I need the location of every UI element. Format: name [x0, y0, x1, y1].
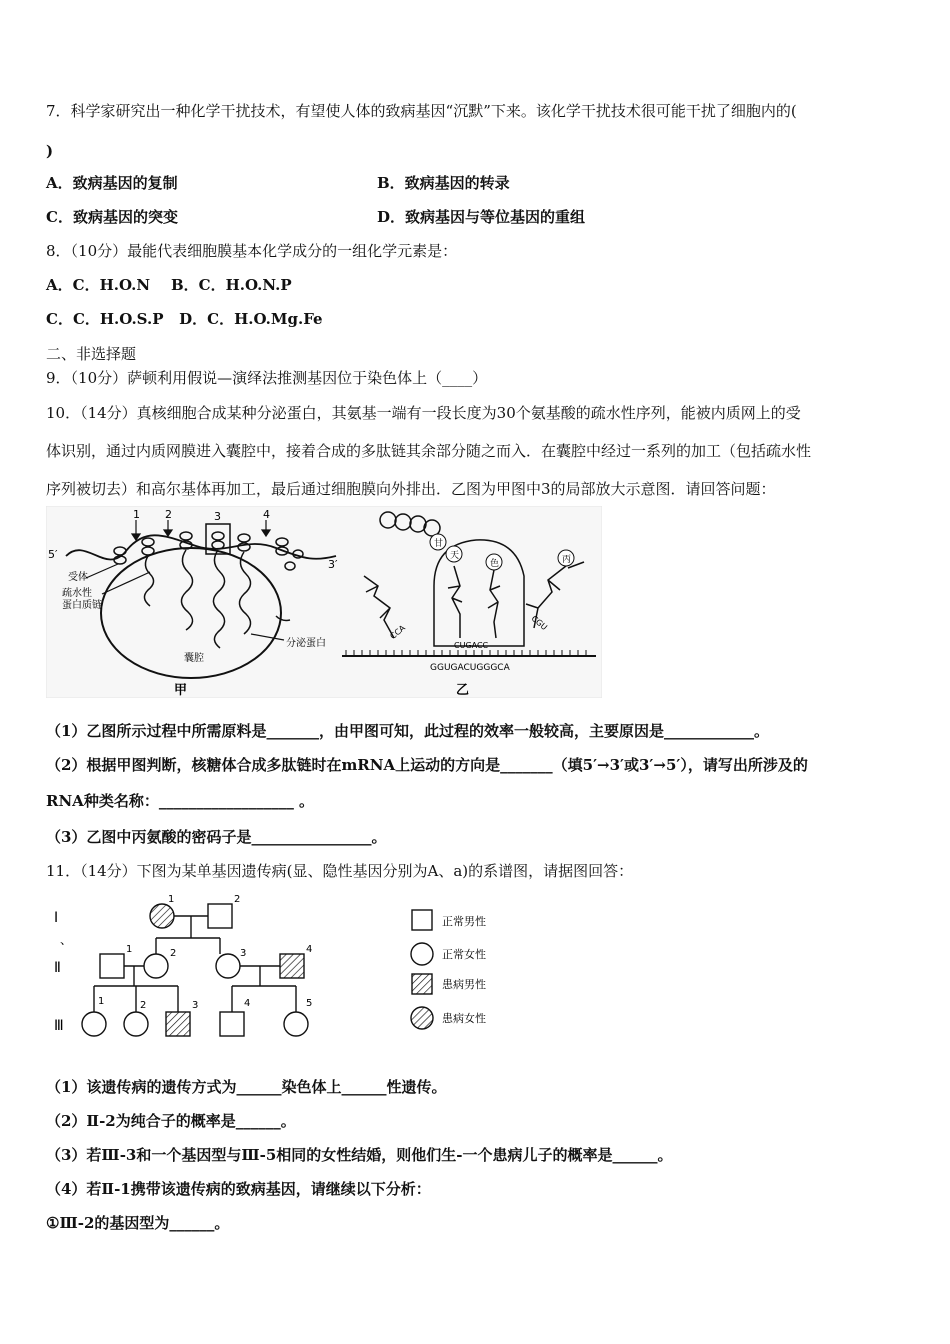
fig-jia-hydro1: 疏水性 — [62, 588, 92, 599]
fig-jia-num-2: 2 — [165, 508, 172, 521]
fig-yi-anticodon-cgu: CGU — [529, 613, 549, 633]
fig-yi-mrna: GGUGACUGGGCA — [430, 663, 510, 673]
fig-jia-secreted: 分泌蛋白 — [286, 638, 326, 649]
q7-option-c: C．致病基因的突变 — [46, 208, 178, 226]
ped-I-2: 2 — [234, 894, 241, 905]
section-title: 二、非选择题 — [46, 345, 137, 363]
fig-yi-caption: 乙 — [456, 683, 470, 698]
legend-affected-female: 患病女性 — [442, 1012, 486, 1025]
ped-III-5: 5 — [306, 998, 313, 1009]
gen-label-mark: 、 — [60, 933, 73, 947]
figure-jia-yi — [46, 506, 602, 698]
q8-options-ab: A．C．H.O.N B．C．H.O.N.P — [46, 276, 292, 294]
gen-label-3: Ⅲ — [54, 1018, 64, 1034]
q11-sub3: （3）若Ⅲ-3和一个基因型与Ⅲ-5相同的女性结婚，则他们生-一个患病儿子的概率是______。 — [46, 1146, 673, 1164]
fig-jia-3prime: 3′ — [328, 558, 338, 571]
fig-yi-anticodon-cugacc: CUGACC — [454, 641, 489, 650]
fig-yi-aa-gan: 甘 — [434, 539, 444, 549]
q10-sub1: （1）乙图所示过程中所需原料是_______，由甲图可知，此过程的效率一般较高，主要原因是____________。 — [46, 722, 769, 740]
q11-sub1: （1）该遗传病的遗传方式为______染色体上______性遗传。 — [46, 1078, 447, 1096]
fig-jia-num-1: 1 — [133, 508, 140, 521]
legend-normal-male: 正常男性 — [442, 915, 486, 928]
q7-option-d: D．致病基因与等位基因的重组 — [377, 208, 586, 226]
q8-stem: 8．（10分）最能代表细胞膜基本化学成分的一组化学元素是： — [46, 242, 458, 260]
q7-option-a: A．致病基因的复制 — [46, 174, 178, 192]
fig-yi-anticodon-cca: CCA — [388, 623, 407, 642]
q11-sub4a: ①Ⅲ-2的基因型为______。 — [46, 1214, 230, 1232]
fig-jia-hydro2: 蛋白质链 — [62, 600, 102, 611]
fig-jia-lumen: 囊腔 — [184, 653, 204, 664]
q10-line3: 序列被切去）和高尔基体再加工，最后通过细胞膜向外排出．乙图为甲图中3的局部放大示意图．请回答问题： — [46, 480, 776, 498]
fig-jia-num-4: 4 — [263, 508, 270, 521]
ped-I-1: 1 — [168, 894, 175, 905]
ped-II-4: 4 — [306, 944, 313, 955]
gen-label-2: Ⅱ — [54, 960, 61, 976]
q10-sub2a: （2）根据甲图判断，核糖体合成多肽链时在mRNA上运动的方向是_______（填5′→3′或3′→5′），请写出所涉及的 — [46, 756, 808, 774]
q9-stem: 9．（10分）萨顿利用假说—演绎法推测基因位于染色体上（____） — [46, 369, 488, 387]
q10-line1: 10．（14分）真核细胞合成某种分泌蛋白，其氨基一端有一段长度为30个氨基酸的疏水性序列，能被内质网上的受 — [46, 404, 801, 422]
fig-yi-aa-bing: 丙 — [562, 555, 572, 565]
ped-II-1: 1 — [126, 944, 133, 955]
q11-stem: 11．（14分）下图为某单基因遗传病(显、隐性基因分别为A、a)的系谱图，请据图回答： — [46, 862, 634, 880]
q11-sub2: （2）Ⅱ-2为纯合子的概率是______。 — [46, 1112, 296, 1130]
ped-II-3: 3 — [240, 948, 247, 959]
pedigree-chart — [46, 890, 506, 1040]
legend-affected-male: 患病男性 — [442, 978, 486, 991]
q7-stem: 7．科学家研究出一种化学干扰技术，有望使人体的致病基因“沉默”下来。该化学干扰技术很可能干扰了细胞内的( — [46, 102, 797, 120]
q8-options-cd: C．C．H.O.S.P D．C．H.O.Mg.Fe — [46, 310, 323, 328]
q7-option-b: B．致病基因的转录 — [377, 174, 510, 192]
fig-yi-aa-tian: 天 — [450, 551, 460, 561]
ped-III-1: 1 — [98, 996, 105, 1007]
ped-III-3: 3 — [192, 1000, 199, 1011]
gen-label-1: Ⅰ — [54, 910, 59, 926]
fig-jia-num-3: 3 — [214, 510, 221, 523]
fig-jia-caption: 甲 — [174, 683, 188, 698]
q10-line2: 体识别，通过内质网膜进入囊腔中，接着合成的多肽链其余部分随之而入．在囊腔中经过一系列的加工（包括疏水性 — [46, 442, 812, 460]
ped-III-4: 4 — [244, 998, 251, 1009]
ped-II-2: 2 — [170, 948, 177, 959]
legend-normal-female: 正常女性 — [442, 948, 486, 961]
fig-yi-aa-se: 色 — [490, 559, 500, 569]
fig-jia-receptor: 受体 — [68, 572, 88, 583]
q10-sub3: （3）乙图中丙氨酸的密码子是________________。 — [46, 828, 387, 846]
q7-stem-end: ) — [46, 142, 54, 160]
ped-III-2: 2 — [140, 1000, 147, 1011]
q10-sub2b: RNA种类名称：__________________ 。 — [46, 792, 315, 810]
q11-sub4: （4）若Ⅱ-1携带该遗传病的致病基因，请继续以下分析： — [46, 1180, 431, 1198]
fig-jia-5prime: 5′ — [48, 548, 58, 561]
